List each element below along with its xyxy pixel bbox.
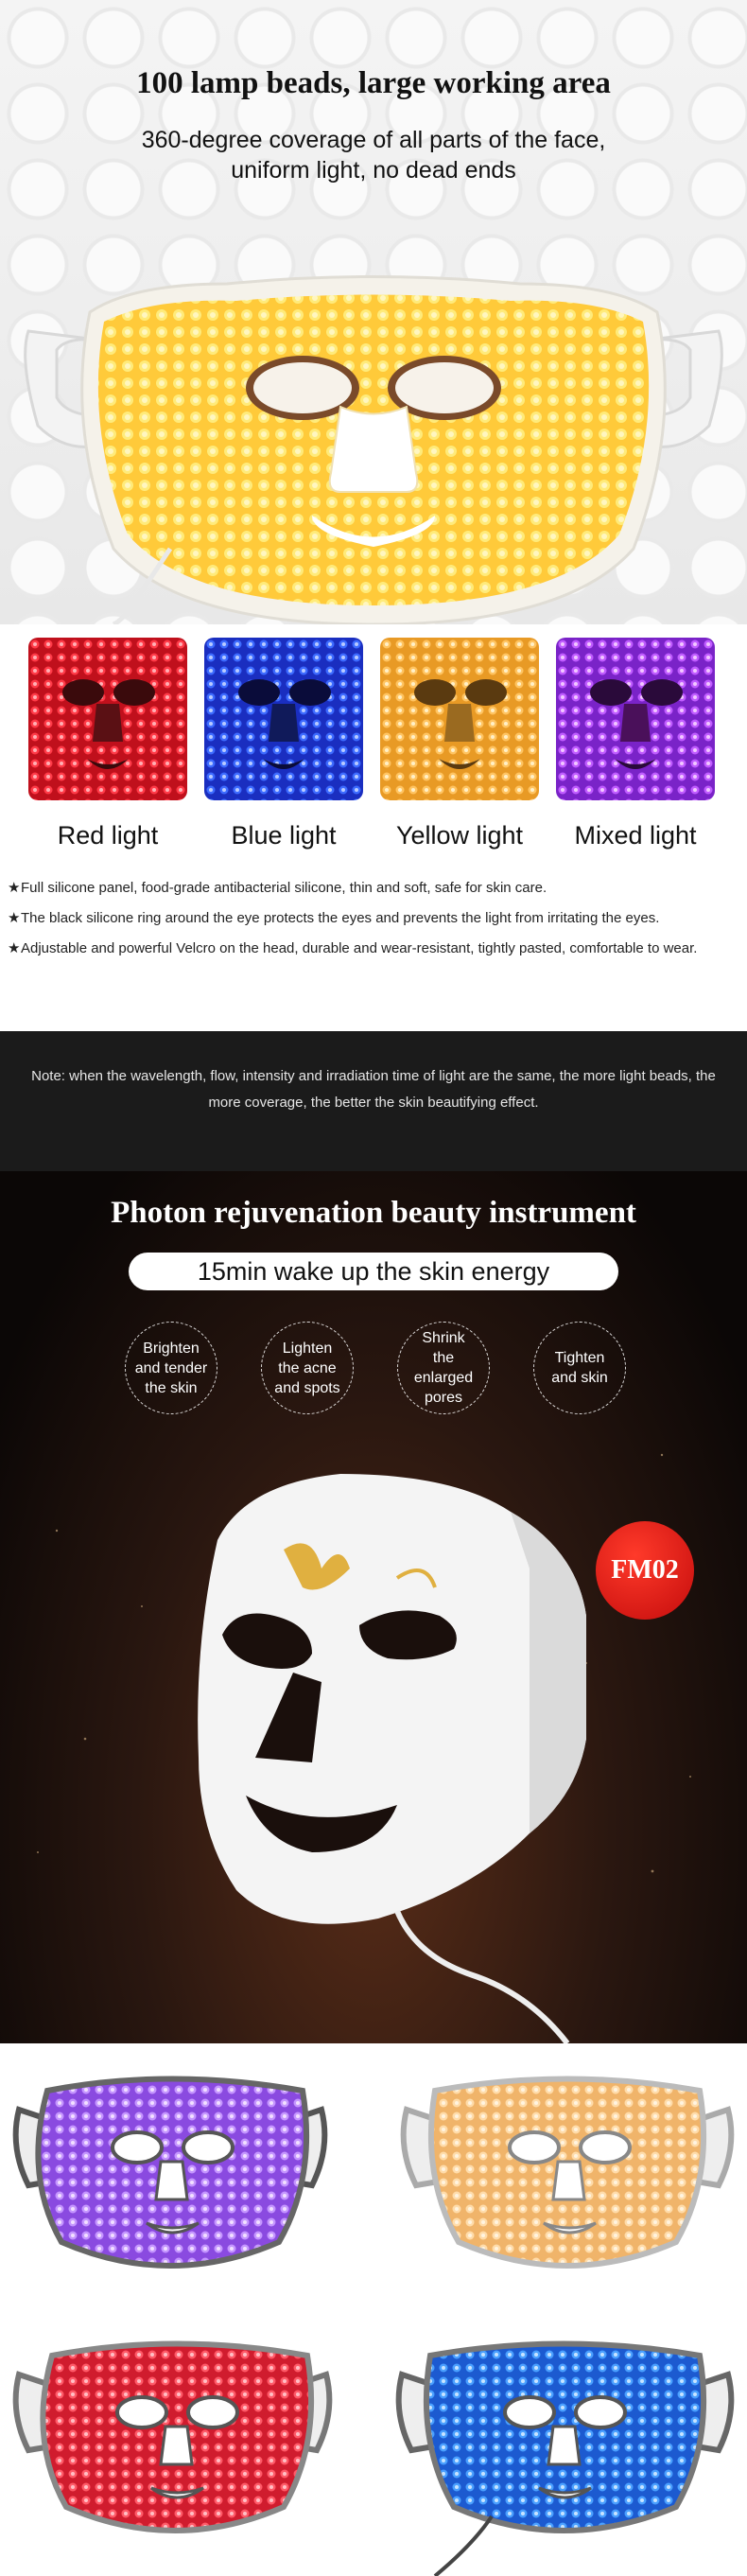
hero-title: 100 lamp beads, large working area: [136, 66, 611, 100]
blue-mask-gallery: [399, 2344, 732, 2576]
yellow-light-label: Yellow light: [395, 821, 524, 850]
red-light-label: Red light: [57, 821, 159, 850]
benefit-lighten: Lighten the acne and spots: [261, 1322, 354, 1414]
blue-light-tile: [204, 638, 363, 800]
mask-gallery: [0, 2043, 747, 2576]
purple-mask: [16, 2079, 325, 2267]
benefit-tighten: Tighten and skin: [533, 1322, 626, 1414]
blue-mask-image: [204, 638, 363, 800]
gallery-section: [0, 2043, 747, 2576]
feature-item: ★The black silicone ring around the eye protects the eyes and prevents the light from irritating the eyes.: [8, 910, 660, 926]
red-mask-gallery: [16, 2344, 330, 2532]
mixed-light-label: Mixed light: [574, 821, 697, 850]
benefit-brighten: Brighten and tender the skin: [125, 1322, 217, 1414]
star-icon: ★: [8, 880, 21, 896]
hero-subtitle-line1: 360-degree coverage of all parts of the face,: [141, 127, 606, 153]
peach-mask: [404, 2079, 732, 2267]
star-icon: ★: [8, 940, 21, 956]
yellow-mask-image: [0, 0, 747, 624]
feature-item: ★Full silicone panel, food-grade antibacterial silicone, thin and soft, safe for skin care.: [8, 880, 547, 896]
product-title: Photon rejuvenation beauty instrument: [111, 1196, 636, 1230]
star-icon: ★: [8, 910, 21, 926]
feature-item: ★Adjustable and powerful Velcro on the head, durable and wear-resistant, tightly pasted, comfortable to wear.: [8, 940, 698, 956]
model-badge: FM02: [596, 1521, 694, 1620]
red-light-tile: [28, 638, 187, 800]
benefit-shrink: Shrink the enlarged pores: [397, 1322, 490, 1414]
light-modes-section: [0, 624, 747, 1031]
note-section: [0, 1031, 747, 1171]
feature-list: [8, 878, 740, 969]
note-text: Note: when the wavelength, flow, intensity and irradiation time of light are the same, the more light beads, the more coverage, the better the skin beautifying effect.: [31, 1068, 716, 1111]
tagline-pill: 15min wake up the skin energy: [129, 1253, 618, 1290]
red-mask-image: [28, 638, 187, 800]
yellow-light-tile: [380, 638, 539, 800]
mixed-light-tile: [556, 638, 715, 800]
hero-section: [0, 0, 747, 624]
blue-light-label: Blue light: [231, 821, 337, 850]
hero-subtitle-line2: uniform light, no dead ends: [231, 157, 516, 184]
product-section: [0, 1171, 747, 2043]
yellow-mask-small-image: [380, 638, 539, 800]
mixed-mask-image: [556, 638, 715, 800]
